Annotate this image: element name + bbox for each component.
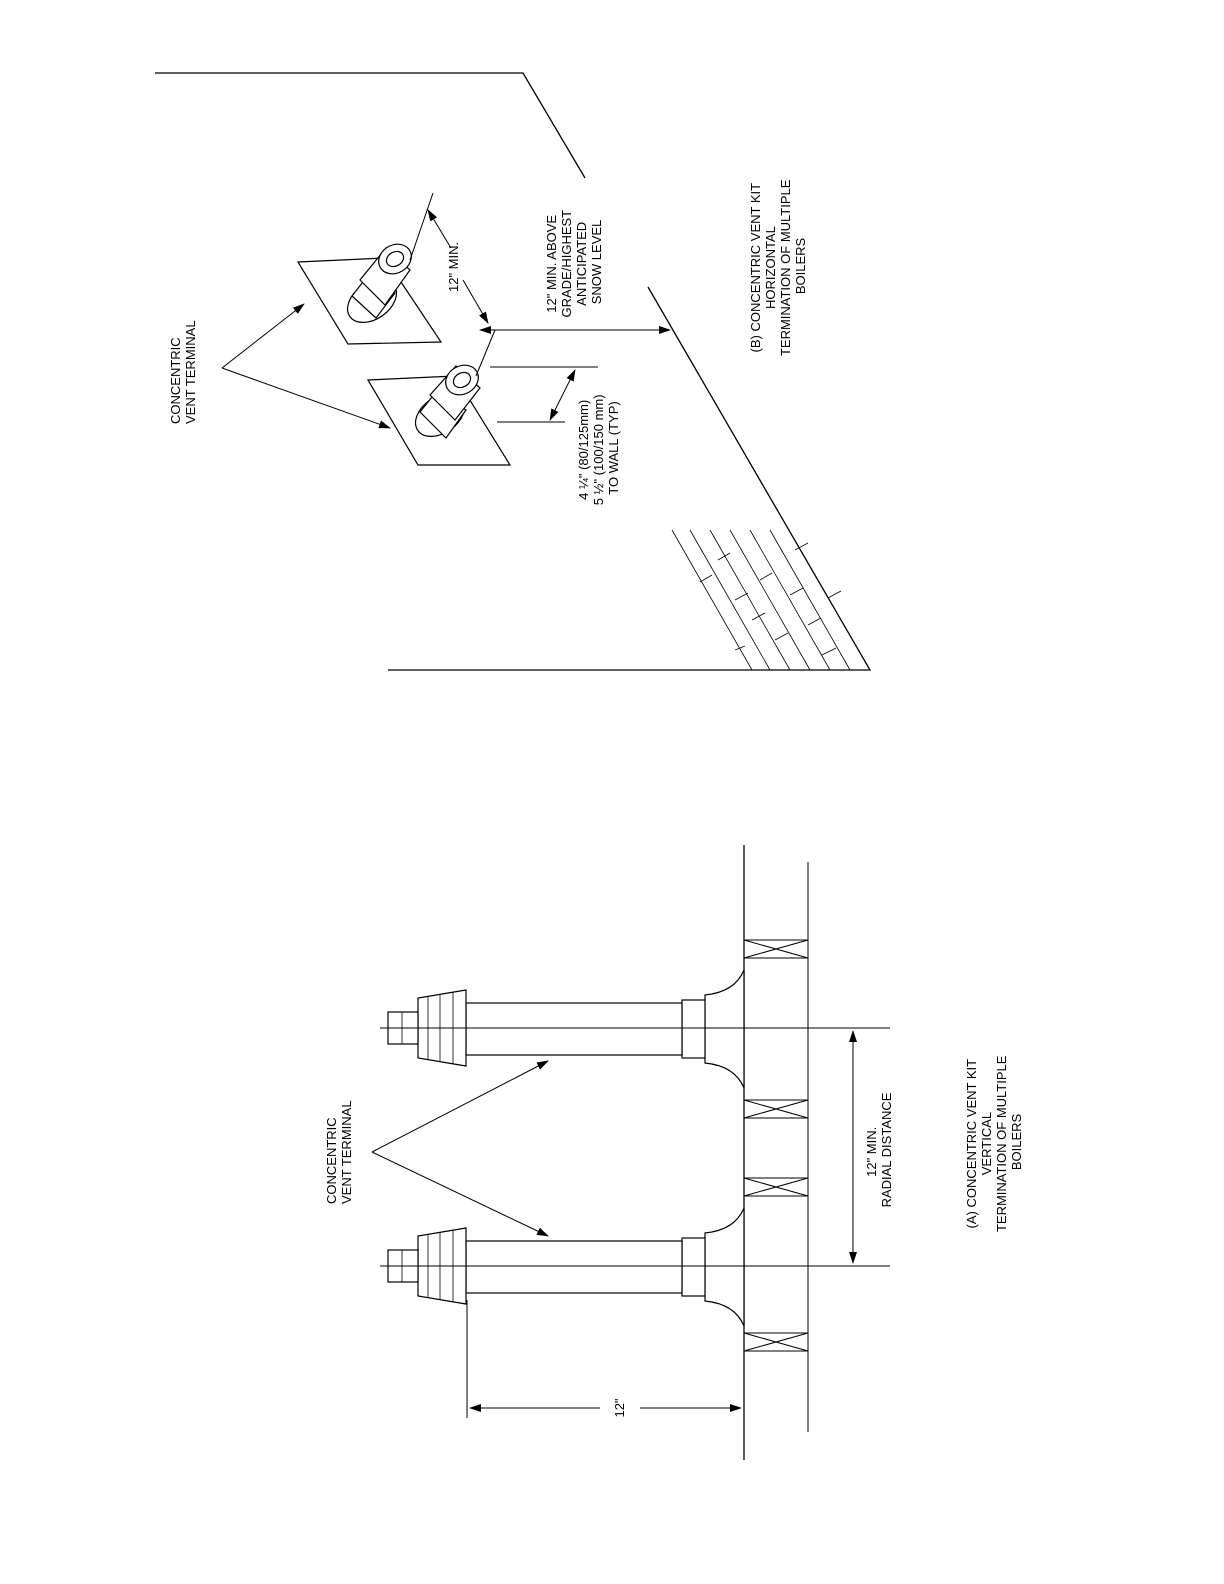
ground-line bbox=[388, 287, 870, 670]
diagram-b-horizontal bbox=[155, 73, 870, 670]
dim-wall-line bbox=[550, 370, 575, 420]
rafter-blocks bbox=[744, 940, 808, 1351]
dim-wall-label-b: 4 ¼" (80/125mm) 5 ½" (100/150 mm) TO WALL (TYP) bbox=[576, 394, 621, 506]
vertical-terminal-1 bbox=[380, 970, 890, 1088]
dim-height-label-a: 12" bbox=[612, 1398, 627, 1418]
terminal-label-a: CONCENTRIC VENT TERMINAL bbox=[324, 1100, 354, 1204]
dim-spacing-line bbox=[463, 280, 488, 323]
caption-b: (B) CONCENTRIC VENT KIT HORIZONTAL TERMINATION OF MULTIPLE BOILERS bbox=[748, 179, 808, 357]
dim-snow-label-b: 12" MIN. ABOVE GRADE/HIGHEST ANTICIPATED SNOW LEVEL bbox=[544, 210, 604, 318]
horizontal-terminal-2 bbox=[368, 359, 510, 465]
brick-pattern bbox=[672, 530, 850, 670]
caption-a: (A) CONCENTRIC VENT KIT VERTICAL TERMINATION OF MULTIPLE BOILERS bbox=[964, 1055, 1024, 1233]
horizontal-terminal-1 bbox=[298, 238, 441, 344]
diagram-a-vertical bbox=[324, 845, 1024, 1460]
eave-outline bbox=[155, 73, 585, 178]
dim-radial-label-a: 12" MIN. RADIAL DISTANCE bbox=[864, 1092, 894, 1208]
vertical-terminal-2 bbox=[380, 1208, 890, 1326]
terminal-label-b: CONCENTRIC VENT TERMINAL bbox=[168, 320, 198, 424]
dim-spacing-label-b: 12" MIN. bbox=[446, 241, 461, 292]
